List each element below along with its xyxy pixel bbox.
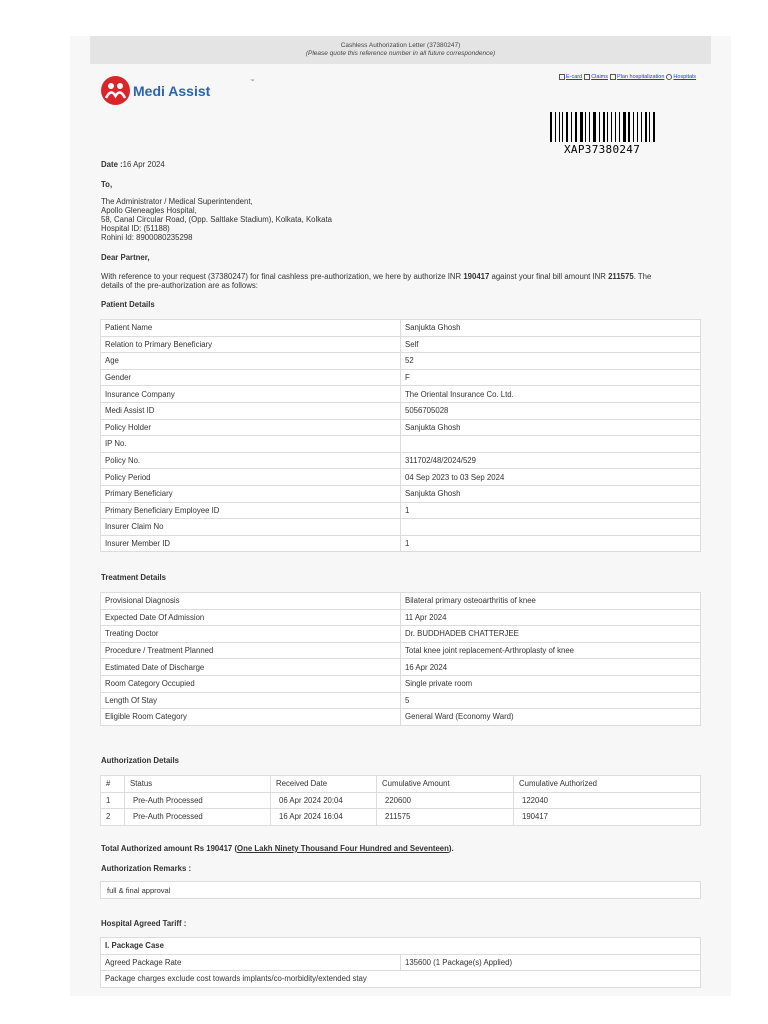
column-header: Received Date (271, 776, 377, 793)
remarks-title: Authorization Remarks : (101, 864, 192, 873)
field-label: Expected Date Of Admission (101, 609, 401, 626)
table-row (101, 792, 701, 809)
letter-title: Cashless Authorization Letter (37380247) (340, 42, 461, 49)
table-row (101, 336, 701, 353)
patient-details-table (100, 319, 701, 552)
field-value: 5056705028 (401, 402, 701, 419)
letter-header (90, 36, 711, 64)
letter-sheet (70, 36, 731, 996)
field-value: 11 Apr 2024 (401, 609, 701, 626)
field-label: IP No. (101, 436, 401, 453)
package-note: Package charges exclude cost towards implants/co-morbidity/extended stay (101, 971, 701, 988)
table-row (101, 502, 701, 519)
top-links (559, 74, 696, 80)
field-label: Insurer Member ID (101, 535, 401, 552)
table-row (101, 809, 701, 826)
table-header-row (101, 776, 701, 793)
table-row (101, 535, 701, 552)
table-row (101, 626, 701, 643)
field-value: Self (401, 336, 701, 353)
intro-paragraph: With reference to your request (37380247) for final cashless pre-authorization, we here by authorize INR 190417 against your final bill amount INR 211575. The details of the pre-authorization are as follows: (101, 272, 652, 290)
table-row (101, 452, 701, 469)
table-row (101, 642, 701, 659)
field-value: 1 (401, 502, 701, 519)
table-row (101, 709, 701, 726)
table-row (101, 954, 701, 971)
table-row (101, 593, 701, 610)
table-cell: 1 (101, 792, 125, 809)
brand-name: Medi Assist (133, 82, 211, 99)
treatment-details-title: Treatment Details (101, 573, 166, 582)
claims-link[interactable]: Claims (584, 74, 608, 80)
field-label: Insurance Company (101, 386, 401, 403)
table-cell: Pre-Auth Processed (125, 792, 271, 809)
field-value: 311702/48/2024/529 (401, 452, 701, 469)
field-value: 5 (401, 692, 701, 709)
authorization-table (100, 775, 701, 826)
table-row (101, 402, 701, 419)
table-cell: 06 Apr 2024 20:04 (271, 792, 377, 809)
table-row (101, 419, 701, 436)
brand-logo (101, 76, 254, 105)
field-label: Eligible Room Category (101, 709, 401, 726)
amount-in-words: One Lakh Ninety Thousand Four Hundred and Seventeen (237, 844, 449, 853)
package-case-head: I. Package Case (101, 938, 701, 955)
table-cell: 16 Apr 2024 16:04 (271, 809, 377, 826)
field-label: Insurer Claim No (101, 519, 401, 536)
table-row (101, 659, 701, 676)
field-value: General Ward (Economy Ward) (401, 709, 701, 726)
plan-hospitalization-link[interactable]: Plan hospitalization (610, 74, 664, 80)
table-cell: 122040 (514, 792, 701, 809)
claims-icon (584, 74, 590, 80)
table-row (101, 675, 701, 692)
column-header: Cumulative Amount (377, 776, 514, 793)
field-value: Total knee joint replacement-Arthroplasty of knee (401, 642, 701, 659)
to-label: To, (101, 180, 113, 189)
field-value: 52 (401, 353, 701, 370)
table-row (101, 320, 701, 337)
field-value: 1 (401, 535, 701, 552)
field-label: Primary Beneficiary Employee ID (101, 502, 401, 519)
letter-date: Date :16 Apr 2024 (101, 160, 165, 169)
field-label: Treating Doctor (101, 626, 401, 643)
table-cell: Pre-Auth Processed (125, 809, 271, 826)
table-cell: 190417 (514, 809, 701, 826)
package-rate-label: Agreed Package Rate (101, 954, 401, 971)
field-value: Sanjukta Ghosh (401, 419, 701, 436)
field-label: Primary Beneficiary (101, 485, 401, 502)
table-row (101, 938, 701, 955)
table-row (101, 369, 701, 386)
authorization-details-title: Authorization Details (101, 756, 179, 765)
field-label: Room Category Occupied (101, 675, 401, 692)
letter-subtitle: (Please quote this reference number in all future correspondence) (305, 50, 496, 57)
field-value: 04 Sep 2023 to 03 Sep 2024 (401, 469, 701, 486)
card-icon (559, 74, 565, 80)
column-header: Cumulative Authorized (514, 776, 701, 793)
field-value: 16 Apr 2024 (401, 659, 701, 676)
field-label: Age (101, 353, 401, 370)
salutation: Dear Partner, (101, 253, 150, 262)
field-label: Policy No. (101, 452, 401, 469)
barcode-text: XAP37380247 (564, 143, 641, 156)
field-value: The Oriental Insurance Co. Ltd. (401, 386, 701, 403)
barcode (550, 112, 685, 142)
column-header: Status (125, 776, 271, 793)
table-row (101, 386, 701, 403)
field-value: F (401, 369, 701, 386)
table-cell: 2 (101, 809, 125, 826)
field-label: Policy Holder (101, 419, 401, 436)
hospital-icon (666, 74, 672, 80)
field-label: Length Of Stay (101, 692, 401, 709)
tariff-title: Hospital Agreed Tariff : (101, 919, 187, 928)
patient-details-title: Patient Details (101, 300, 155, 309)
package-rate-value: 135600 (1 Package(s) Applied) (401, 954, 701, 971)
remarks-box: full & final approval (100, 881, 701, 899)
table-row (101, 519, 701, 536)
table-cell: 211575 (377, 809, 514, 826)
field-label: Policy Period (101, 469, 401, 486)
field-value (401, 519, 701, 536)
field-value: Sanjukta Ghosh (401, 320, 701, 337)
treatment-details-table (100, 592, 701, 726)
field-value (401, 436, 701, 453)
field-label: Patient Name (101, 320, 401, 337)
total-authorized: Total Authorized amount Rs 190417 (One Lakh Ninety Thousand Four Hundred and Seventeen). (101, 844, 454, 853)
table-row (101, 485, 701, 502)
address-block: The Administrator / Medical Superintendent, Apollo Gleneagles Hospital, 58, Canal Circular Road, (Opp. Saltlake Stadium), Kolkata, Kolkata Hospital ID: (51188) Rohini Id: 8900080235298 (101, 197, 332, 242)
field-label: Procedure / Treatment Planned (101, 642, 401, 659)
table-row (101, 469, 701, 486)
table-row (101, 692, 701, 709)
table-cell: 220600 (377, 792, 514, 809)
table-row (101, 436, 701, 453)
plan-icon (610, 74, 616, 80)
field-value: Dr. BUDDHADEB CHATTERJEE (401, 626, 701, 643)
ecard-link[interactable]: E-card (559, 74, 582, 80)
field-value: Sanjukta Ghosh (401, 485, 701, 502)
tariff-table (100, 937, 701, 988)
trademark: ™ (250, 78, 254, 83)
field-label: Medi Assist ID (101, 402, 401, 419)
field-value: Single private room (401, 675, 701, 692)
table-row (101, 353, 701, 370)
field-label: Relation to Primary Beneficiary (101, 336, 401, 353)
table-row (101, 609, 701, 626)
field-label: Provisional Diagnosis (101, 593, 401, 610)
table-row (101, 971, 701, 988)
field-label: Gender (101, 369, 401, 386)
hospitals-link[interactable]: Hospitals (666, 74, 696, 80)
column-header: # (101, 776, 125, 793)
field-label: Estimated Date of Discharge (101, 659, 401, 676)
field-value: Bilateral primary osteoarthritis of knee (401, 593, 701, 610)
medi-assist-logo-icon (101, 76, 130, 105)
